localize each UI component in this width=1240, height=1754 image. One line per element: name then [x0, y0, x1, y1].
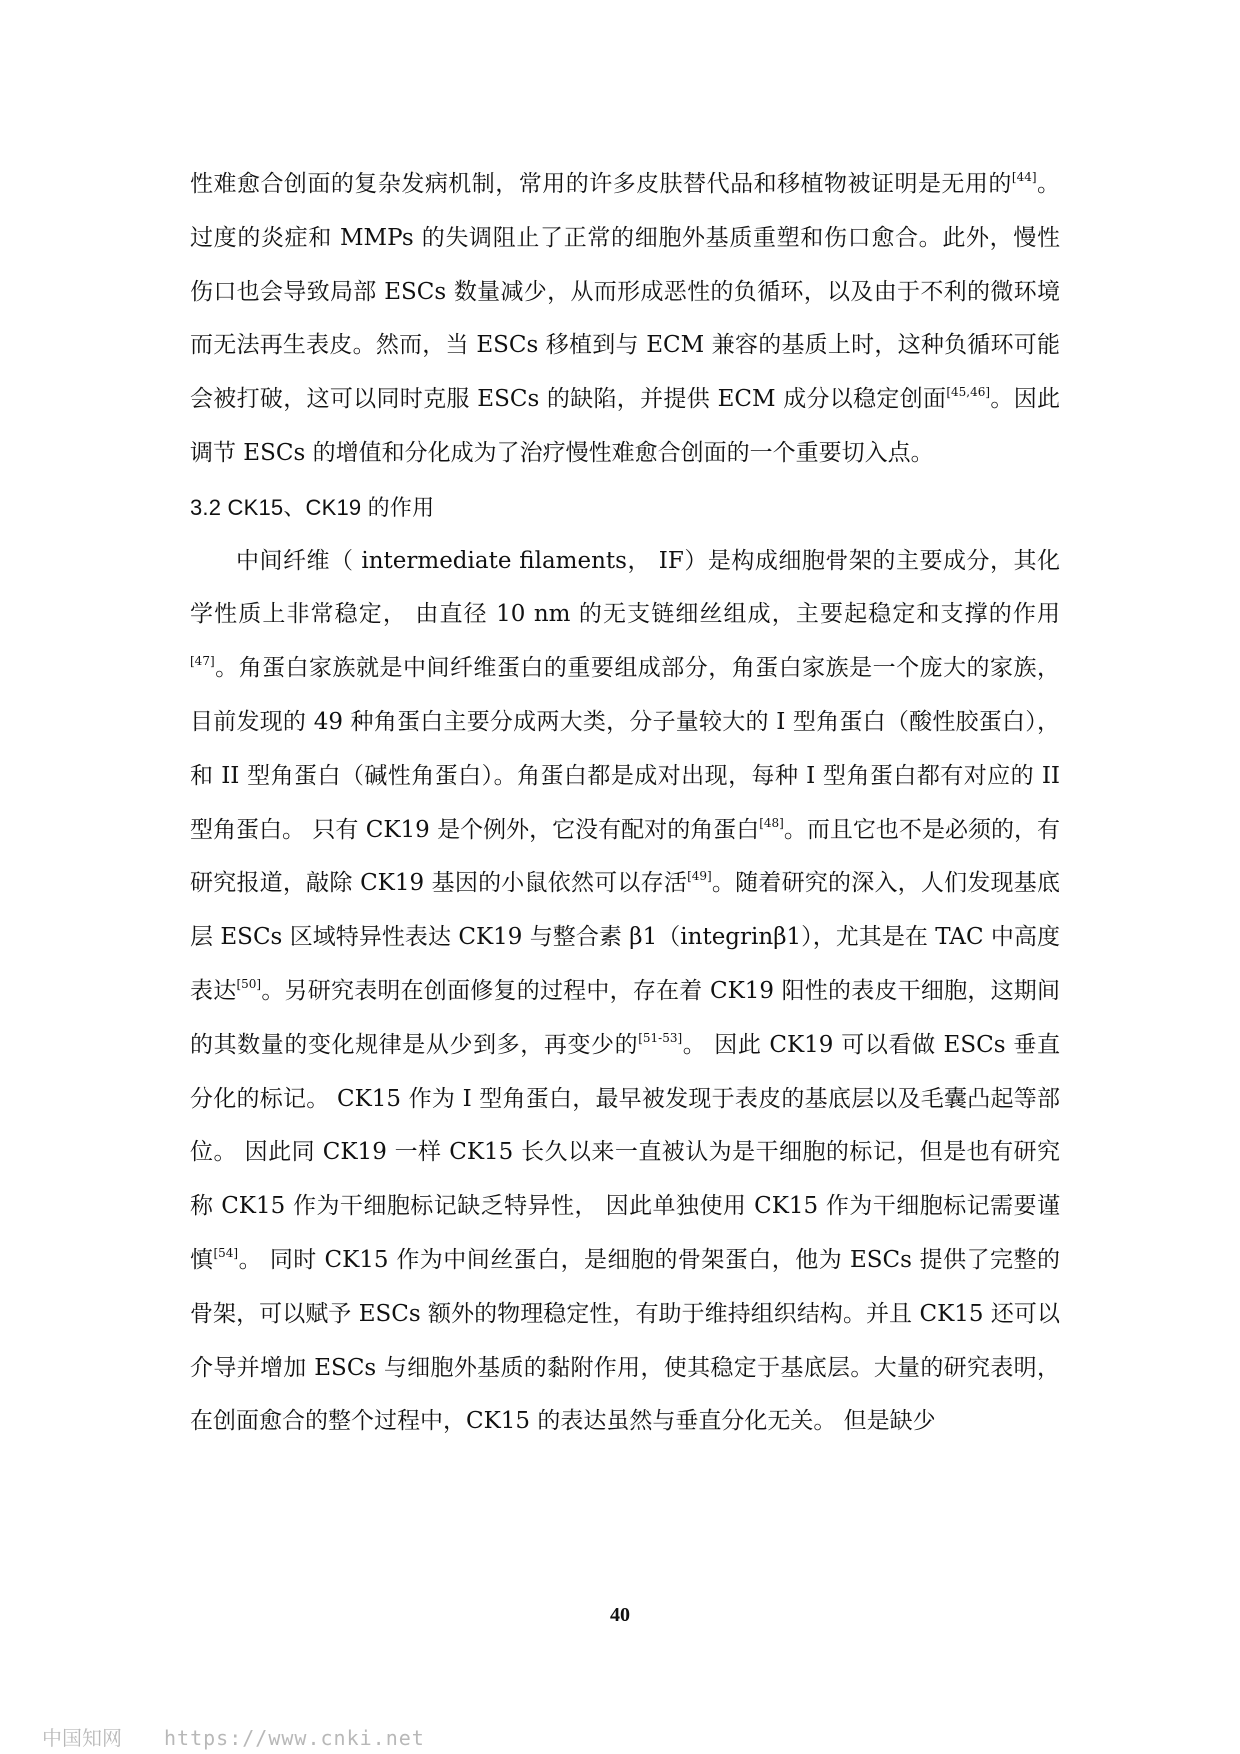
- paragraph-text: 。过度的炎症和 MMPs 的失调阻止了正常的细胞外基质重塑和伤口愈合。此外，慢性伤口也会导致局部 ESCs 数量减少，从而形成恶性的负循环，以及由于不利的微环境而无法再生表皮。然而，当 ESCs 移植到与 ECM 兼容的基质上时，这种负循环可能会被打破，这可以同时克服 ESCs 的缺陷，并提供 ECM 成分以稳定创面: [190, 171, 1061, 413]
- citation: [48]: [759, 815, 784, 830]
- paragraph-text: 。而且它也不是必须的，有研究报道，敲除 CK19 基因的小鼠依然可以存活: [190, 816, 1061, 897]
- citation: [54]: [213, 1245, 239, 1260]
- citation: [44]: [1011, 170, 1037, 184]
- citation: [45,46]: [946, 385, 991, 400]
- citation: [49]: [687, 869, 712, 884]
- citation: [51-53]: [638, 1030, 683, 1045]
- paragraph-continued: [190, 158, 1060, 481]
- paragraph-text: 。另研究表明在创面修复的过程中，存在着 CK19 阳性的表皮干细胞，这期间的其数量的变化规律是从少到多，再变少的: [190, 977, 1061, 1058]
- paragraph-text: 。 因此 CK19 可以看做 ESCs 垂直分化的标记。 CK15 作为 I 型角蛋白，最早被发现于表皮的基底层以及毛囊凸起等部位。 因此同 CK19 一样 CK15 长久以来一直被认为是干细胞的标记，但是也有研究称 CK15 作为干细胞标记缺乏特异性， 因此单独使用 CK15 作为干细胞标记需要谨慎: [190, 1031, 1060, 1273]
- paragraph-text: 中间纤维（ intermediate filaments， IF）是构成细胞骨架的主要成分，其化学性质上非常稳定， 由直径 10 nm 的无支链细丝组成，主要起稳定和支撑的作用: [190, 547, 1060, 628]
- footer-url[interactable]: https://www.cnki.net: [164, 1726, 425, 1750]
- citation: [50]: [236, 976, 262, 991]
- footer-watermark: [42, 1722, 425, 1751]
- footer-brand: 中国知网: [42, 1726, 122, 1750]
- citation: [47]: [190, 654, 215, 669]
- page-number: 40: [610, 1604, 630, 1626]
- paragraph-text: 。因此调节 ESCs 的增值和分化成为了治疗慢性难愈合创面的一个重要切入点。: [190, 386, 1061, 466]
- paragraph-text: 性难愈合创面的复杂发病机制，常用的许多皮肤替代品和移植物被证明是无用的: [190, 171, 1012, 197]
- paragraph-text: 。角蛋白家族就是中间纤维蛋白的重要组成部分，角蛋白家族是一个庞大的家族，目前发现的 49 种角蛋白主要分成两大类，分子量较大的 I 型角蛋白（酸性胶蛋白），和 II 型角蛋白（碱性角蛋白）。角蛋白都是成对出现，每种 I 型角蛋白都有对应的 II 型角蛋白。 只有 CK19 是个例外，它没有配对的角蛋白: [190, 655, 1060, 843]
- paragraph-text: 。随着研究的深入，人们发现基底层 ESCs 区域特异性表达 CK19 与整合素 β1（integrinβ1），尤其是在 TAC 中高度表达: [190, 870, 1060, 1004]
- document-body: [190, 158, 1060, 1449]
- section-heading: 3.2 CK15、CK19 的作用: [190, 494, 435, 520]
- paragraph-text: 。 同时 CK15 作为中间丝蛋白，是细胞的骨架蛋白，他为 ESCs 提供了完整的骨架，可以赋予 ESCs 额外的物理稳定性，有助于维持组织结构。并且 CK15 还可以介导并增加 ESCs 与细胞外基质的黏附作用，使其稳定于基底层。大量的研究表明，在创面愈合的整个过程中，CK15 的表达虽然与垂直分化无关。 但是缺少: [190, 1246, 1060, 1435]
- paragraph: [190, 535, 1060, 1450]
